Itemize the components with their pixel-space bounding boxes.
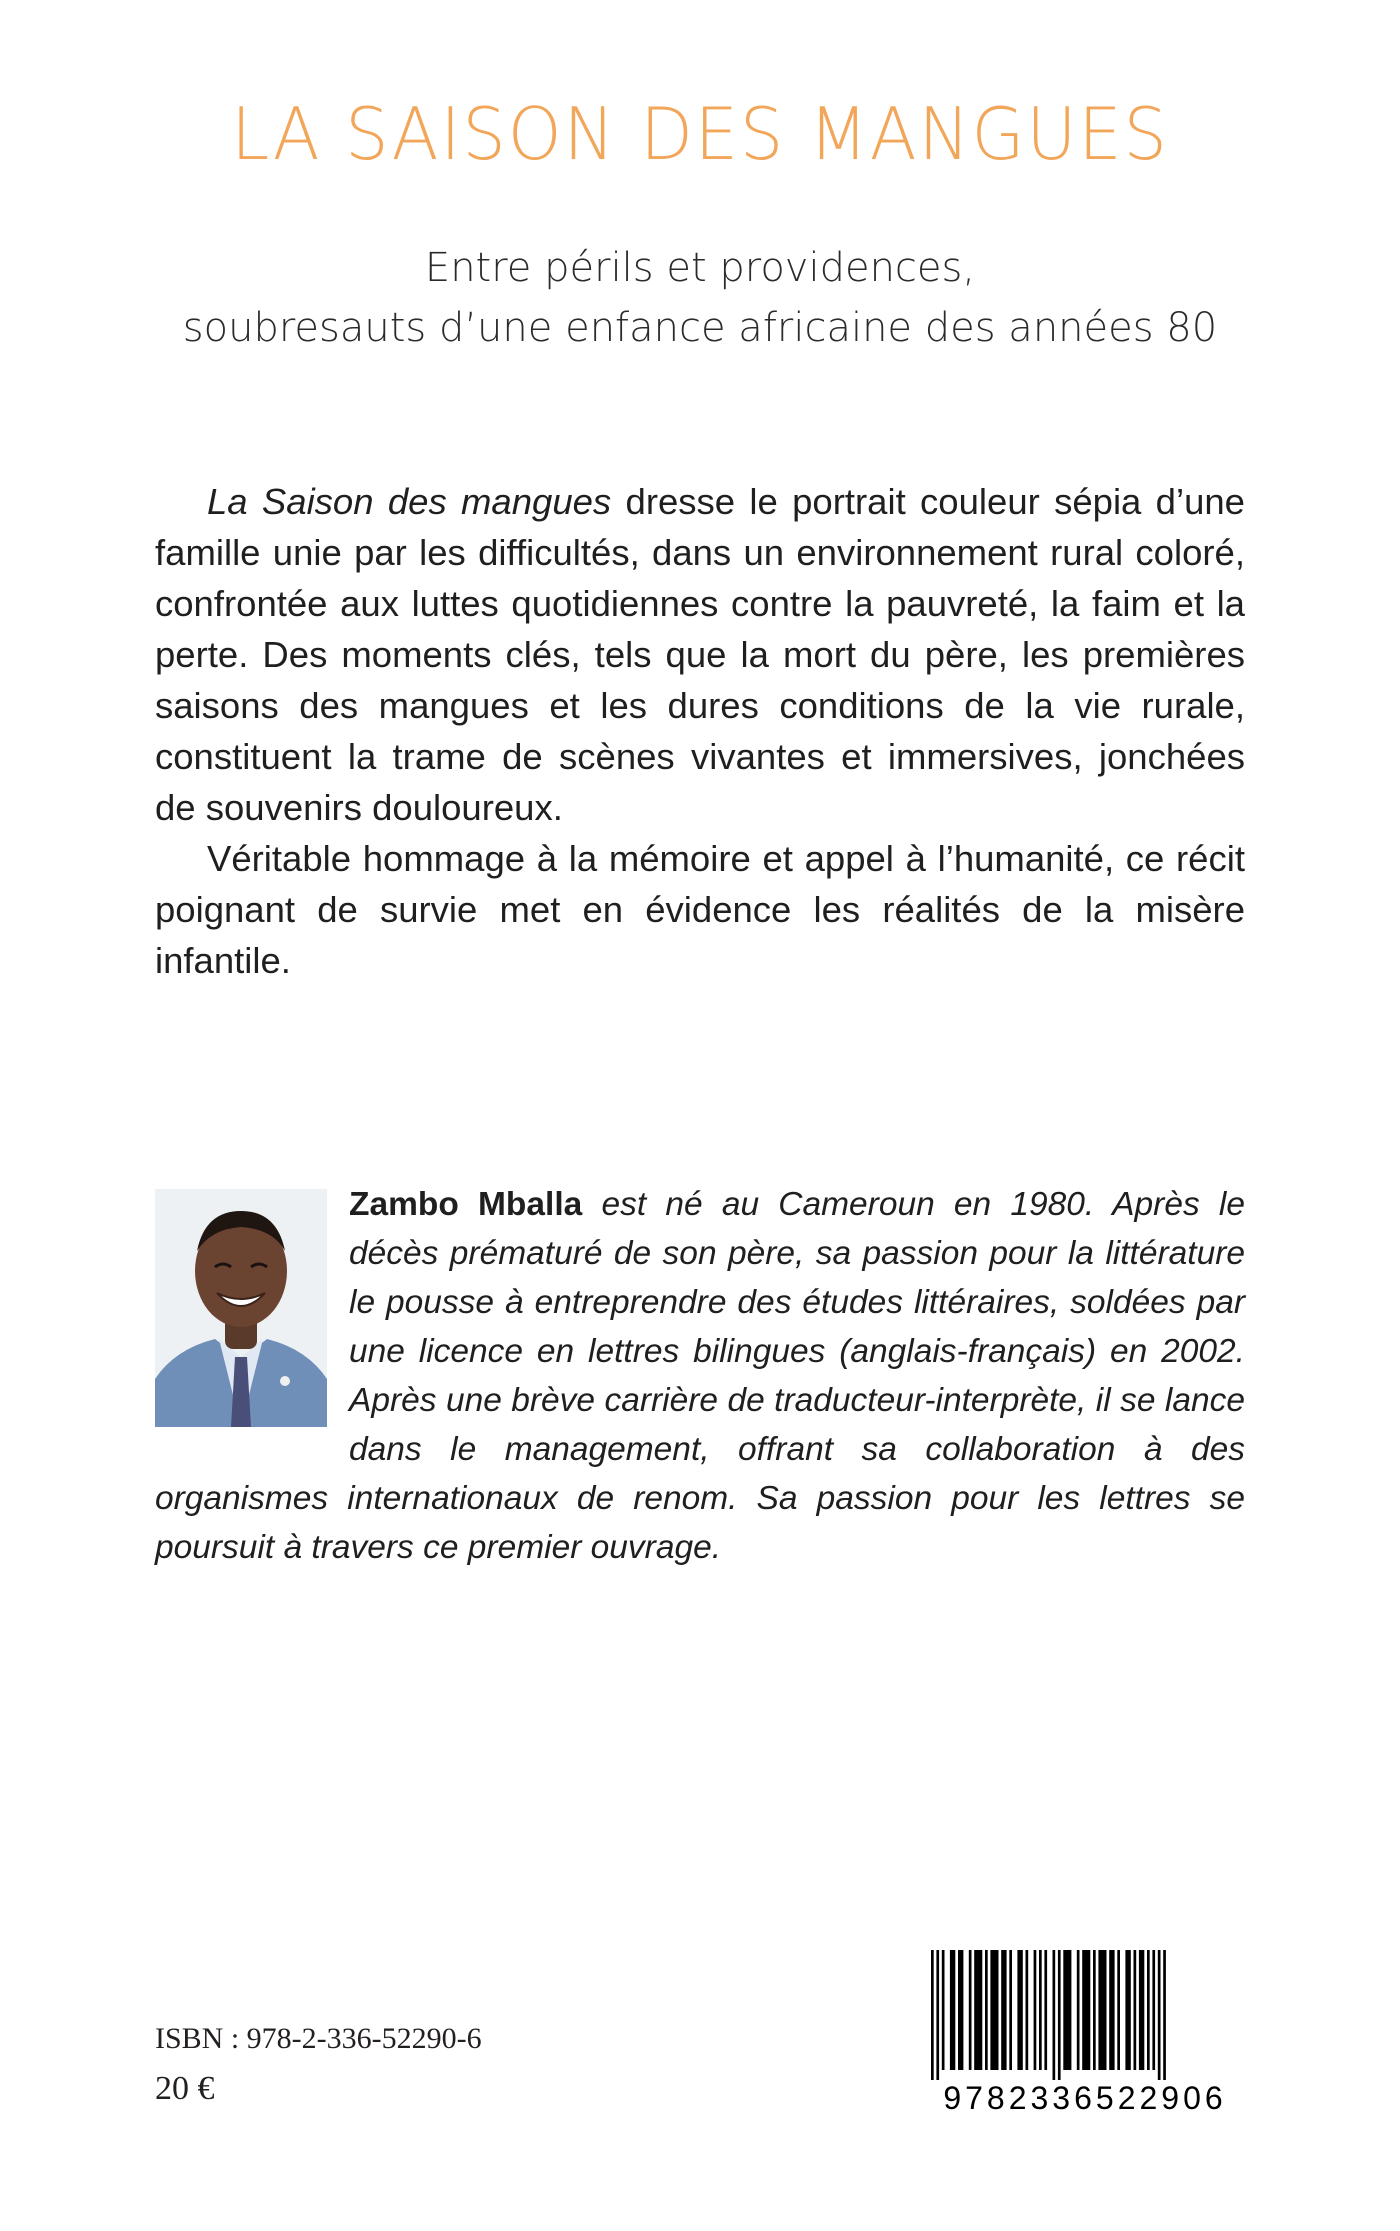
barcode-bar	[1134, 1950, 1137, 2070]
author-photo	[155, 1189, 327, 1427]
barcode-bar	[1034, 1950, 1037, 2070]
barcode-bar	[1152, 1950, 1155, 2070]
barcode-bar	[1053, 1950, 1056, 2080]
summary-paragraph-1-text: dresse le portrait couleur sépia d’une famille unie par les difficultés, dans un environnement rural coloré, confrontée aux luttes quotidiennes contre la pauvreté, la faim et la perte. Des moments clés, tels que la mort du père, les premières saisons des mangues et les dures conditions de la vie rurale, constituent la trame de scènes vivantes et immersives, jonchées de souvenirs douloureux.	[155, 481, 1245, 828]
barcode-bar	[1098, 1950, 1106, 2070]
summary-paragraph-2: Véritable hommage à la mémoire et appel à l’humanité, ce récit poignant de survie met en évidence les réalités de la misère infantile.	[155, 838, 1245, 981]
barcode-bar	[1017, 1950, 1022, 2070]
author-portrait-icon	[155, 1189, 327, 1427]
barcode-digits: 9782336522906	[943, 2080, 1227, 2116]
isbn: ISBN : 978-2-336-52290-6	[155, 2022, 482, 2055]
author-bio-block	[155, 1180, 1245, 1572]
barcode-bar	[1139, 1950, 1144, 2070]
author-bio-text: est né au Cameroun en 1980. Après le décès prématuré de son père, sa passion pour la littérature le pousse à entreprendre des études littéraires, soldées par une licence en lettres bilingues (anglais-français) en 2002. Après une brève carrière de traducteur-interprète, il se lance dans le management, offrant sa collaboration à des organismes internationaux de renom. Sa passion pour les lettres se poursuit à travers ce premier ouvrage.	[155, 1186, 1245, 1566]
barcode-bar	[1077, 1950, 1080, 2070]
price: 20 €	[155, 2070, 215, 2107]
barcode-bar	[1026, 1950, 1029, 2070]
barcode-bar	[936, 1950, 939, 2080]
barcode-bar	[1158, 1950, 1161, 2080]
subtitle-line-1: Entre périls et providences,	[424, 245, 976, 291]
summary-paragraph-1	[155, 476, 1245, 833]
barcode-bar	[942, 1950, 945, 2070]
barcode-bar	[1063, 1950, 1071, 2070]
barcode-bar	[1001, 1950, 1006, 2070]
barcode-bar	[974, 1950, 982, 2070]
barcode-bar	[1147, 1950, 1150, 2070]
barcode-bar	[931, 1950, 934, 2080]
barcode-bar	[969, 1950, 972, 2070]
author-name: Zambo Mballa	[349, 1186, 583, 1223]
barcode-bar	[950, 1950, 955, 2070]
subtitle-line-2: soubresauts d’une enfance africaine des années 80	[182, 305, 1218, 351]
barcode-bar	[1009, 1950, 1012, 2070]
barcode	[925, 1950, 1245, 2118]
barcode-bar	[1125, 1950, 1130, 2070]
barcode-bars	[925, 1950, 1245, 2080]
barcode-bar	[990, 1950, 998, 2070]
barcode-bar	[1082, 1950, 1090, 2070]
barcode-bar	[985, 1950, 988, 2070]
book-summary	[155, 476, 1245, 986]
barcode-bar	[1058, 1950, 1061, 2080]
book-subtitle	[0, 238, 1400, 358]
summary-book-title: La Saison des mangues	[207, 481, 612, 522]
barcode-bar	[958, 1950, 963, 2070]
barcode-bar	[1109, 1950, 1114, 2070]
barcode-bar	[1093, 1950, 1096, 2070]
book-title: LA SAISON DES MANGUES	[231, 92, 1169, 176]
barcode-bar	[1163, 1950, 1166, 2080]
barcode-bar	[1117, 1950, 1120, 2070]
barcode-bar	[1044, 1950, 1047, 2070]
barcode-bar	[1039, 1950, 1042, 2070]
